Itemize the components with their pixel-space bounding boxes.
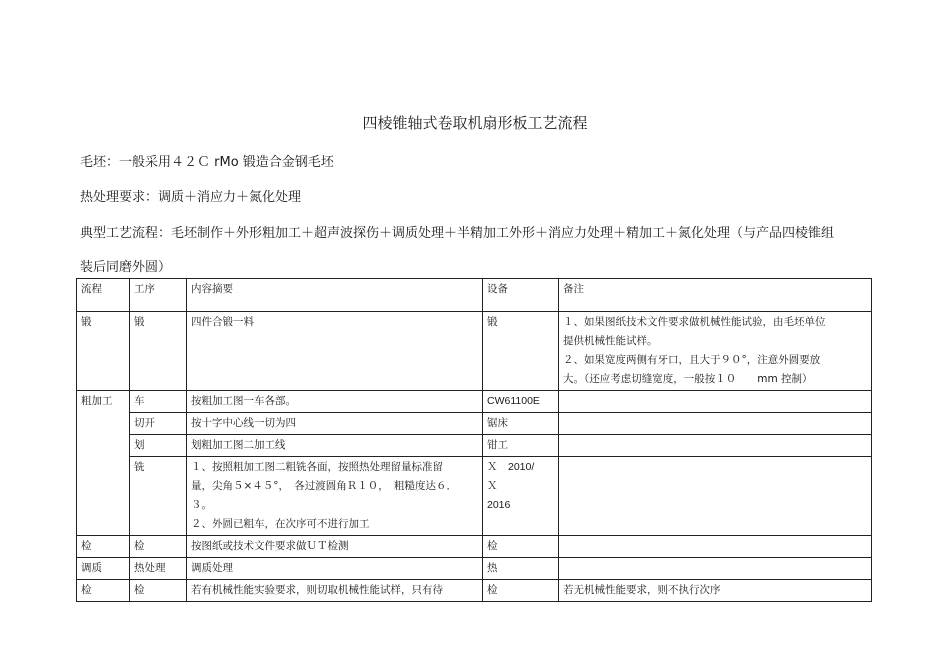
process-table <box>76 278 872 602</box>
cell-content: 四件合锻一料 <box>187 312 483 391</box>
cell-step: 锻 <box>130 312 187 391</box>
table-header-row <box>77 279 872 312</box>
table-row <box>77 558 872 580</box>
cell-equipment: 钳工 <box>483 435 559 457</box>
header-step: 工序 <box>130 279 187 312</box>
cell-step: 铣 <box>130 457 187 536</box>
cell-step: 车 <box>130 391 187 413</box>
cell-flow: 锻 <box>77 312 130 391</box>
cell-flow: 调质 <box>77 558 130 580</box>
cell-equipment: 热 <box>483 558 559 580</box>
cell-flow: 检 <box>77 580 130 602</box>
document-title: 四棱锥轴式卷取机扇形板工艺流程 <box>362 114 588 132</box>
cell-content: 调质处理 <box>187 558 483 580</box>
process-flow-text-line2: 装后同磨外圆） <box>80 260 172 275</box>
cell-content: 按粗加工图一车各部。 <box>187 391 483 413</box>
cell-content: １、按照粗加工图二粗铣各面，按照热处理留量标准留 量，尖角５×４５°， 各过渡圆角Ｒ１０， 粗糙度达６． ３。 ２、外圆已粗车，在次序可不进行加工 <box>187 457 483 536</box>
table-row <box>77 391 872 413</box>
table-row <box>77 413 872 435</box>
header-remarks: 备注 <box>559 279 872 312</box>
blank-material-text: 毛坯：一般采用４２Ｃ rMo 锻造合金钢毛坯 <box>80 155 334 170</box>
cell-content: 若有机械性能实验要求，则切取机械性能试样，只有待 <box>187 580 483 602</box>
table-row <box>77 457 872 536</box>
cell-step: 检 <box>130 536 187 558</box>
cell-step: 检 <box>130 580 187 602</box>
header-content: 内容摘要 <box>187 279 483 312</box>
header-flow: 流程 <box>77 279 130 312</box>
cell-step: 切开 <box>130 413 187 435</box>
cell-equipment: 检 <box>483 536 559 558</box>
cell-remarks <box>559 457 872 536</box>
cell-equipment: 锯床 <box>483 413 559 435</box>
cell-equipment: Ｘ 2010/ Ｘ 2016 <box>483 457 559 536</box>
cell-equipment: 锻 <box>483 312 559 391</box>
table-row <box>77 536 872 558</box>
cell-remarks: １、如果图纸技术文件要求做机械性能试验，由毛坯单位 提供机械性能试样。 ２、如果宽度两侧有牙口，且大于９０°，注意外圆要放 大。（还应考虑切缝宽度，一般按１０ mm 控制） <box>559 312 872 391</box>
cell-step: 热处理 <box>130 558 187 580</box>
cell-remarks <box>559 435 872 457</box>
heat-treatment-text: 热处理要求：调质＋消应力＋氮化处理 <box>80 190 302 205</box>
cell-remarks <box>559 391 872 413</box>
cell-equipment: CW61100E <box>483 391 559 413</box>
header-equipment: 设备 <box>483 279 559 312</box>
cell-flow: 粗加工 <box>77 391 130 536</box>
cell-equipment: 检 <box>483 580 559 602</box>
cell-remarks <box>559 413 872 435</box>
cell-step: 划 <box>130 435 187 457</box>
process-flow-text-line1: 典型工艺流程：毛坯制作＋外形粗加工＋超声波探伤＋调质处理＋半精加工外形＋消应力处理＋精加工＋氮化处理（与产品四棱锥组 <box>80 226 835 241</box>
table-row <box>77 435 872 457</box>
cell-content: 按图纸或技术文件要求做ＵＴ检测 <box>187 536 483 558</box>
table-row <box>77 580 872 602</box>
cell-remarks <box>559 536 872 558</box>
cell-remarks: 若无机械性能要求，则不执行次序 <box>559 580 872 602</box>
table-row <box>77 312 872 391</box>
cell-remarks <box>559 558 872 580</box>
cell-content: 划粗加工图二加工线 <box>187 435 483 457</box>
cell-content: 按十字中心线一切为四 <box>187 413 483 435</box>
cell-flow: 检 <box>77 536 130 558</box>
